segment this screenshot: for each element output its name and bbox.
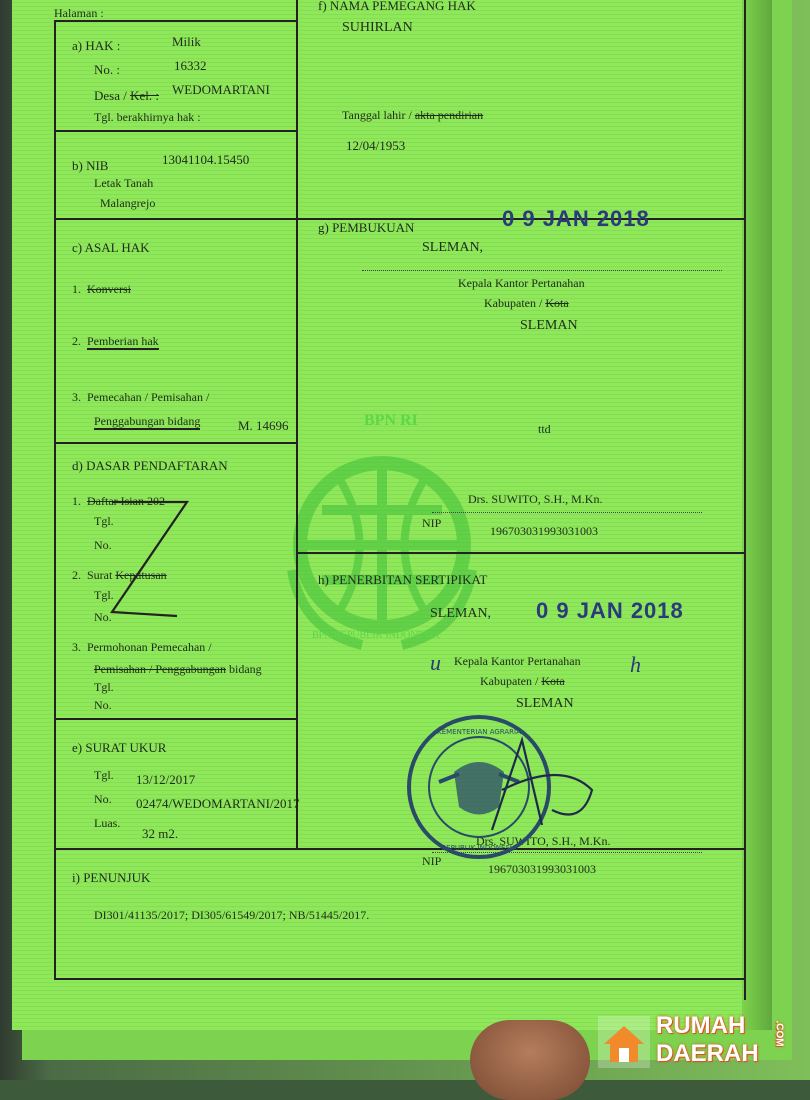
penerbitan-nip-label: NIP bbox=[422, 854, 442, 868]
penerbitan-official-name: Drs. SUWITO, S.H., M.Kn. bbox=[476, 834, 611, 848]
dasar-item-3b: Pemisahan / Penggabungan bidang bbox=[94, 662, 262, 676]
penerbitan-office-2: Kabupaten / Kota bbox=[480, 674, 565, 688]
asal-hak-title: c) ASAL HAK bbox=[72, 240, 150, 255]
pembukuan-nip-label: NIP bbox=[422, 516, 442, 530]
thumb bbox=[470, 1020, 590, 1100]
penunjuk-title: i) PENUNJUK bbox=[72, 870, 151, 885]
dasar-item-2-no: No. bbox=[94, 610, 112, 624]
pembukuan-office-2: Kabupaten / Kota bbox=[484, 296, 569, 310]
signature-mark bbox=[482, 730, 602, 840]
penunjuk-value: DI301/41135/2017; DI305/61549/2017; NB/51445/2017. bbox=[94, 908, 370, 922]
asal-hak-item-3b: Penggabungan bidang bbox=[94, 414, 201, 428]
nama-pemegang-title: f) NAMA PEMEGANG HAK bbox=[318, 0, 476, 13]
handwritten-u-mark: u bbox=[430, 650, 441, 675]
penerbitan-office-1: Kepala Kantor Pertanahan bbox=[454, 654, 581, 668]
logo-line-1: RUMAH bbox=[656, 1012, 746, 1039]
dasar-item-2-tgl: Tgl. bbox=[94, 588, 114, 602]
penerbitan-nip-value: 196703031993031003 bbox=[488, 862, 596, 876]
tgl-berakhir-label: Tgl. berakhirnya hak : bbox=[94, 110, 201, 124]
svg-text:REPUBLIK INDONESIA: REPUBLIK INDONESIA bbox=[441, 844, 517, 852]
frame-left bbox=[54, 20, 56, 980]
pembukuan-ttd: ttd bbox=[538, 422, 551, 436]
su-tgl-value: 13/12/2017 bbox=[136, 772, 196, 787]
pembukuan-official-name: Drs. SUWITO, S.H., M.Kn. bbox=[468, 492, 603, 506]
frame-right bbox=[744, 0, 746, 1000]
z-strike-mark bbox=[102, 494, 192, 624]
pembukuan-sign-line bbox=[432, 512, 702, 513]
asal-hak-item-1: 1. Konversi bbox=[72, 282, 131, 296]
su-luas-label: Luas. bbox=[94, 816, 121, 830]
rule-d bbox=[54, 718, 296, 720]
surat-ukur-title: e) SURAT UKUR bbox=[72, 740, 167, 755]
pembukuan-nip-value: 196703031993031003 bbox=[490, 524, 598, 538]
tanggal-lahir-value: 12/04/1953 bbox=[346, 138, 406, 153]
pembukuan-date-stamp: 0 9 JAN 2018 bbox=[502, 206, 650, 231]
certificate-page bbox=[12, 0, 772, 1030]
dasar-item-3: 3. Permohonan Pemecahan / bbox=[72, 640, 212, 654]
su-no-value: 02474/WEDOMARTANI/2017 bbox=[136, 796, 300, 811]
halaman-label: Halaman : bbox=[54, 6, 104, 20]
dasar-item-1-no: No. bbox=[94, 538, 112, 552]
handwritten-h-mark: h bbox=[630, 652, 641, 677]
su-luas-value: 32 m2. bbox=[142, 826, 179, 841]
pembukuan-title: g) PEMBUKUAN bbox=[318, 220, 415, 235]
hak-label: a) HAK : bbox=[72, 38, 121, 53]
penerbitan-date-stamp: 0 9 JAN 2018 bbox=[536, 598, 684, 623]
bpn-watermark-logo bbox=[262, 420, 502, 660]
logo-line-2: DAERAH bbox=[656, 1040, 759, 1067]
pembukuan-dotted-line bbox=[362, 270, 722, 271]
letak-tanah-value: Malangrejo bbox=[100, 196, 156, 210]
rule-g bbox=[296, 552, 744, 554]
page-edge bbox=[742, 0, 772, 1030]
asal-hak-ref: M. 14696 bbox=[238, 418, 289, 433]
frame-divider bbox=[296, 0, 298, 850]
asal-hak-item-3: 3. Pemecahan / Pemisahan / bbox=[72, 390, 210, 404]
dasar-item-2: 2. Surat Keputusan bbox=[72, 568, 167, 582]
rule-e bbox=[54, 848, 744, 850]
tanggal-lahir-label: Tanggal lahir / akta pendirian bbox=[342, 108, 484, 122]
hak-value: Milik bbox=[172, 34, 201, 49]
rule-c bbox=[54, 442, 296, 444]
hak-no-value: 16332 bbox=[174, 58, 207, 73]
nib-value: 13041104.15450 bbox=[162, 152, 250, 167]
penerbitan-office-city: SLEMAN bbox=[516, 696, 574, 711]
penerbitan-city: SLEMAN, bbox=[430, 606, 492, 621]
rumah-daerah-logo bbox=[598, 1012, 798, 1074]
su-tgl-label: Tgl. bbox=[94, 768, 114, 782]
su-no-label: No. bbox=[94, 792, 112, 806]
letak-tanah-label: Letak Tanah bbox=[94, 176, 154, 190]
desa-label: Desa / Kel. : bbox=[94, 88, 159, 103]
pembukuan-city: SLEMAN, bbox=[422, 240, 484, 255]
watermark-text-bottom: BPN REPUBLIK INDONESIA bbox=[312, 630, 440, 641]
frame-bottom bbox=[54, 978, 744, 980]
dasar-item-1-tgl: Tgl. bbox=[94, 514, 114, 528]
hak-no-label: No. : bbox=[94, 62, 120, 77]
house-icon bbox=[598, 1016, 650, 1068]
dasar-title: d) DASAR PENDAFTARAN bbox=[72, 458, 228, 473]
penerbitan-title: h) PENERBITAN SERTIPIKAT bbox=[318, 572, 488, 587]
rule-a bbox=[54, 130, 296, 132]
pembukuan-office-1: Kepala Kantor Pertanahan bbox=[458, 276, 585, 290]
svg-text:KEMENTERIAN AGRARIA: KEMENTERIAN AGRARIA bbox=[437, 728, 521, 736]
dasar-item-3-no: No. bbox=[94, 698, 112, 712]
holder-name: SUHIRLAN bbox=[342, 20, 413, 35]
pembukuan-office-city: SLEMAN bbox=[520, 318, 578, 333]
dasar-item-1: 1. Daftar Isian 202 bbox=[72, 494, 165, 508]
nib-label: b) NIB bbox=[72, 158, 109, 173]
asal-hak-item-2: 2. Pemberian hak bbox=[72, 334, 159, 348]
logo-suffix: .COM bbox=[773, 1020, 785, 1047]
dasar-item-3-tgl: Tgl. bbox=[94, 680, 114, 694]
desa-value: WEDOMARTANI bbox=[172, 82, 270, 97]
watermark-text-top: BPN RI bbox=[364, 412, 418, 429]
